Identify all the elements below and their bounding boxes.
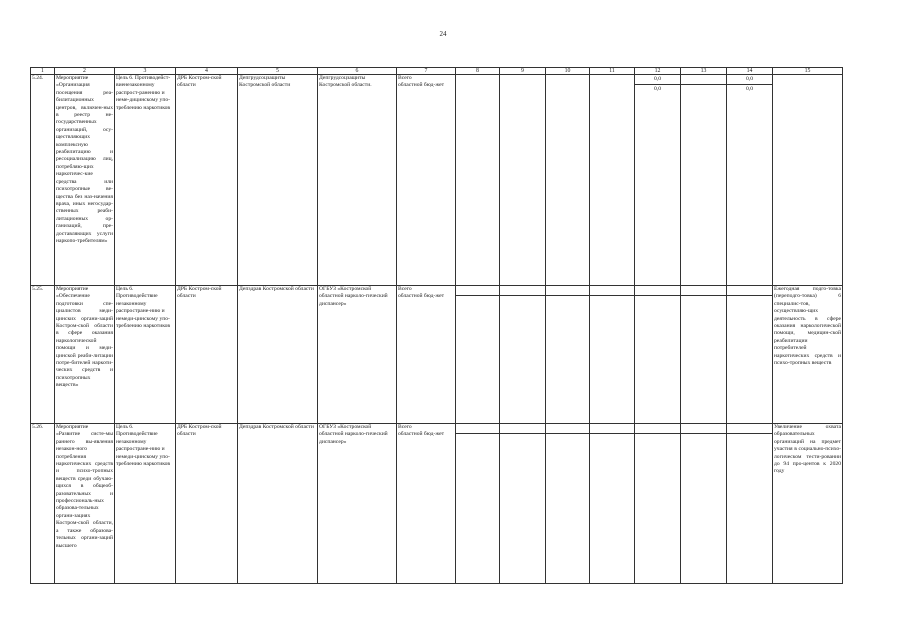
funding-cell-13 (681, 286, 727, 424)
goal-cell: Цель 6. Противодействие незаконному распростране-нию и немеди-цинскому упо-треблению наркотиков (115, 286, 176, 424)
coexecutor-cell: Депздрав Костромской области (238, 286, 318, 424)
empty-cell (456, 75, 500, 286)
funding-cell-10 (546, 424, 590, 584)
funding-cell-14 (727, 424, 773, 584)
column-number-row (31, 68, 843, 75)
column-number: 14 (727, 68, 773, 75)
column-number: 9 (500, 68, 546, 75)
coexecutor-cell: Депгрудсоцзащиты Костромской области (238, 75, 318, 286)
funding-cell-12 (635, 75, 681, 286)
column-number: 6 (318, 68, 397, 75)
funding-source-cell: Всего областной бюд-жет (397, 286, 456, 424)
column-number: 15 (773, 68, 843, 75)
coexecutor-cell: Депздрав Костромской области (238, 424, 318, 584)
funding-cell-12 (635, 424, 681, 584)
funding-total: 0,0 (727, 75, 772, 85)
empty-cell (500, 75, 546, 286)
funding-cell-11 (590, 286, 635, 424)
table-row (31, 286, 843, 424)
result-cell (773, 75, 843, 286)
column-number: 11 (590, 68, 635, 75)
column-number: 1 (31, 68, 55, 75)
funding-budget: 0,0 (746, 86, 753, 92)
funding-source-cell: Всего областной бюд-жет (397, 424, 456, 584)
page-number: 24 (439, 30, 447, 38)
funding-cell-11 (590, 424, 635, 584)
executor-cell: ДРБ Костром-ской области (176, 75, 238, 286)
funding-cell-10 (546, 286, 590, 424)
event-cell: Мероприятие «Обеспечение подготовки спе-циалистов меди-цинских органи-заций Костром-ской области в сфере оказания наркологической помощи и меди-цинской реаби-литации потре-бителей наркоти-ческих средств и психотропных веществ» (55, 286, 115, 424)
recipient-cell: Депгрудсоцзащиты Костромской области. (318, 75, 397, 286)
column-number: 4 (176, 68, 238, 75)
funding-total: 0,0 (635, 75, 680, 85)
funding-cell-13 (681, 424, 727, 584)
funding-cell-8 (456, 424, 500, 584)
table-row (31, 75, 843, 286)
result-cell: Ежегодная подго-товка (переподго-товка) 6 специалис-тов, осуществляю-щих деятельность в сфере оказания наркологической помощи, медицин-ской реабилитации потребителей наркотических средств и психо-тропных веществ (773, 286, 843, 424)
row-number: 5.26. (31, 424, 55, 584)
column-number: 7 (397, 68, 456, 75)
executor-cell: ДРБ Костром-ской области (176, 286, 238, 424)
funding-cell-13 (681, 75, 727, 286)
row-number: 5.25. (31, 286, 55, 424)
empty-cell (590, 75, 635, 286)
recipient-cell: ОГБУЗ «Костромской областной нарколо-гический диспансер» (318, 424, 397, 584)
funding-cell-14 (727, 286, 773, 424)
executor-cell: ДРБ Костром-ской области (176, 424, 238, 584)
funding-cell-14 (727, 75, 773, 286)
column-number: 13 (681, 68, 727, 75)
funding-cell-12 (635, 286, 681, 424)
funding-cell-8 (456, 286, 500, 424)
column-number: 10 (546, 68, 590, 75)
event-cell: Мероприятие «Развитие систе-мы раннего вы-явления незакон-ного потребления наркотических средств и психо-тропных веществ среди обучаю-щихся в общеоб-разовательных и профессиональ-ных образова-тельных органи-зациях Костром-ской области, а также образова-тельных органи-заций высшего (55, 424, 115, 584)
column-number: 5 (238, 68, 318, 75)
goal-cell: Цель 6. Противодействие незаконному распростране-нию и немеди-цинскому упо-треблению наркотиков (115, 424, 176, 584)
event-cell: Мероприятие «Организация посещения реа-билитационных центров, включен-ных в реестр не-государственных организаций, осу-ществляющих комплексную реабилитацию и ресоциализацию лиц, потребляю-щих наркотичес-кие средства или психотропные ве-щества без наз-начения врача, иных негосудар-ственных реаби-литационных ор-ганизаций, пре-доставляющих услуги наркопо-требителям» (55, 75, 115, 286)
result-cell: Увеличение охвата образовательных организаций на предмет участия в социально-психо-логическом тести-ровании до 94 про-центов к 2020 году (773, 424, 843, 584)
column-number: 3 (115, 68, 176, 75)
empty-cell (546, 75, 590, 286)
recipient-cell: ОГБУЗ «Костромской областной нарколо-гический диспансер» (318, 286, 397, 424)
column-number: 8 (456, 68, 500, 75)
column-number: 2 (55, 68, 115, 75)
row-number: 5.24. (31, 75, 55, 286)
funding-budget: 0,0 (654, 86, 661, 92)
table-row (31, 424, 843, 584)
funding-cell-9 (500, 286, 546, 424)
column-number: 12 (635, 68, 681, 75)
goal-cell: Цель 6. Противодейст-виенезаконному распрост-ранению и неме-дицинскому упо-треблению наркотиков (115, 75, 176, 286)
program-table (30, 67, 843, 584)
funding-cell-9 (500, 424, 546, 584)
funding-source-cell: Всего областной бюд-жет (397, 75, 456, 286)
